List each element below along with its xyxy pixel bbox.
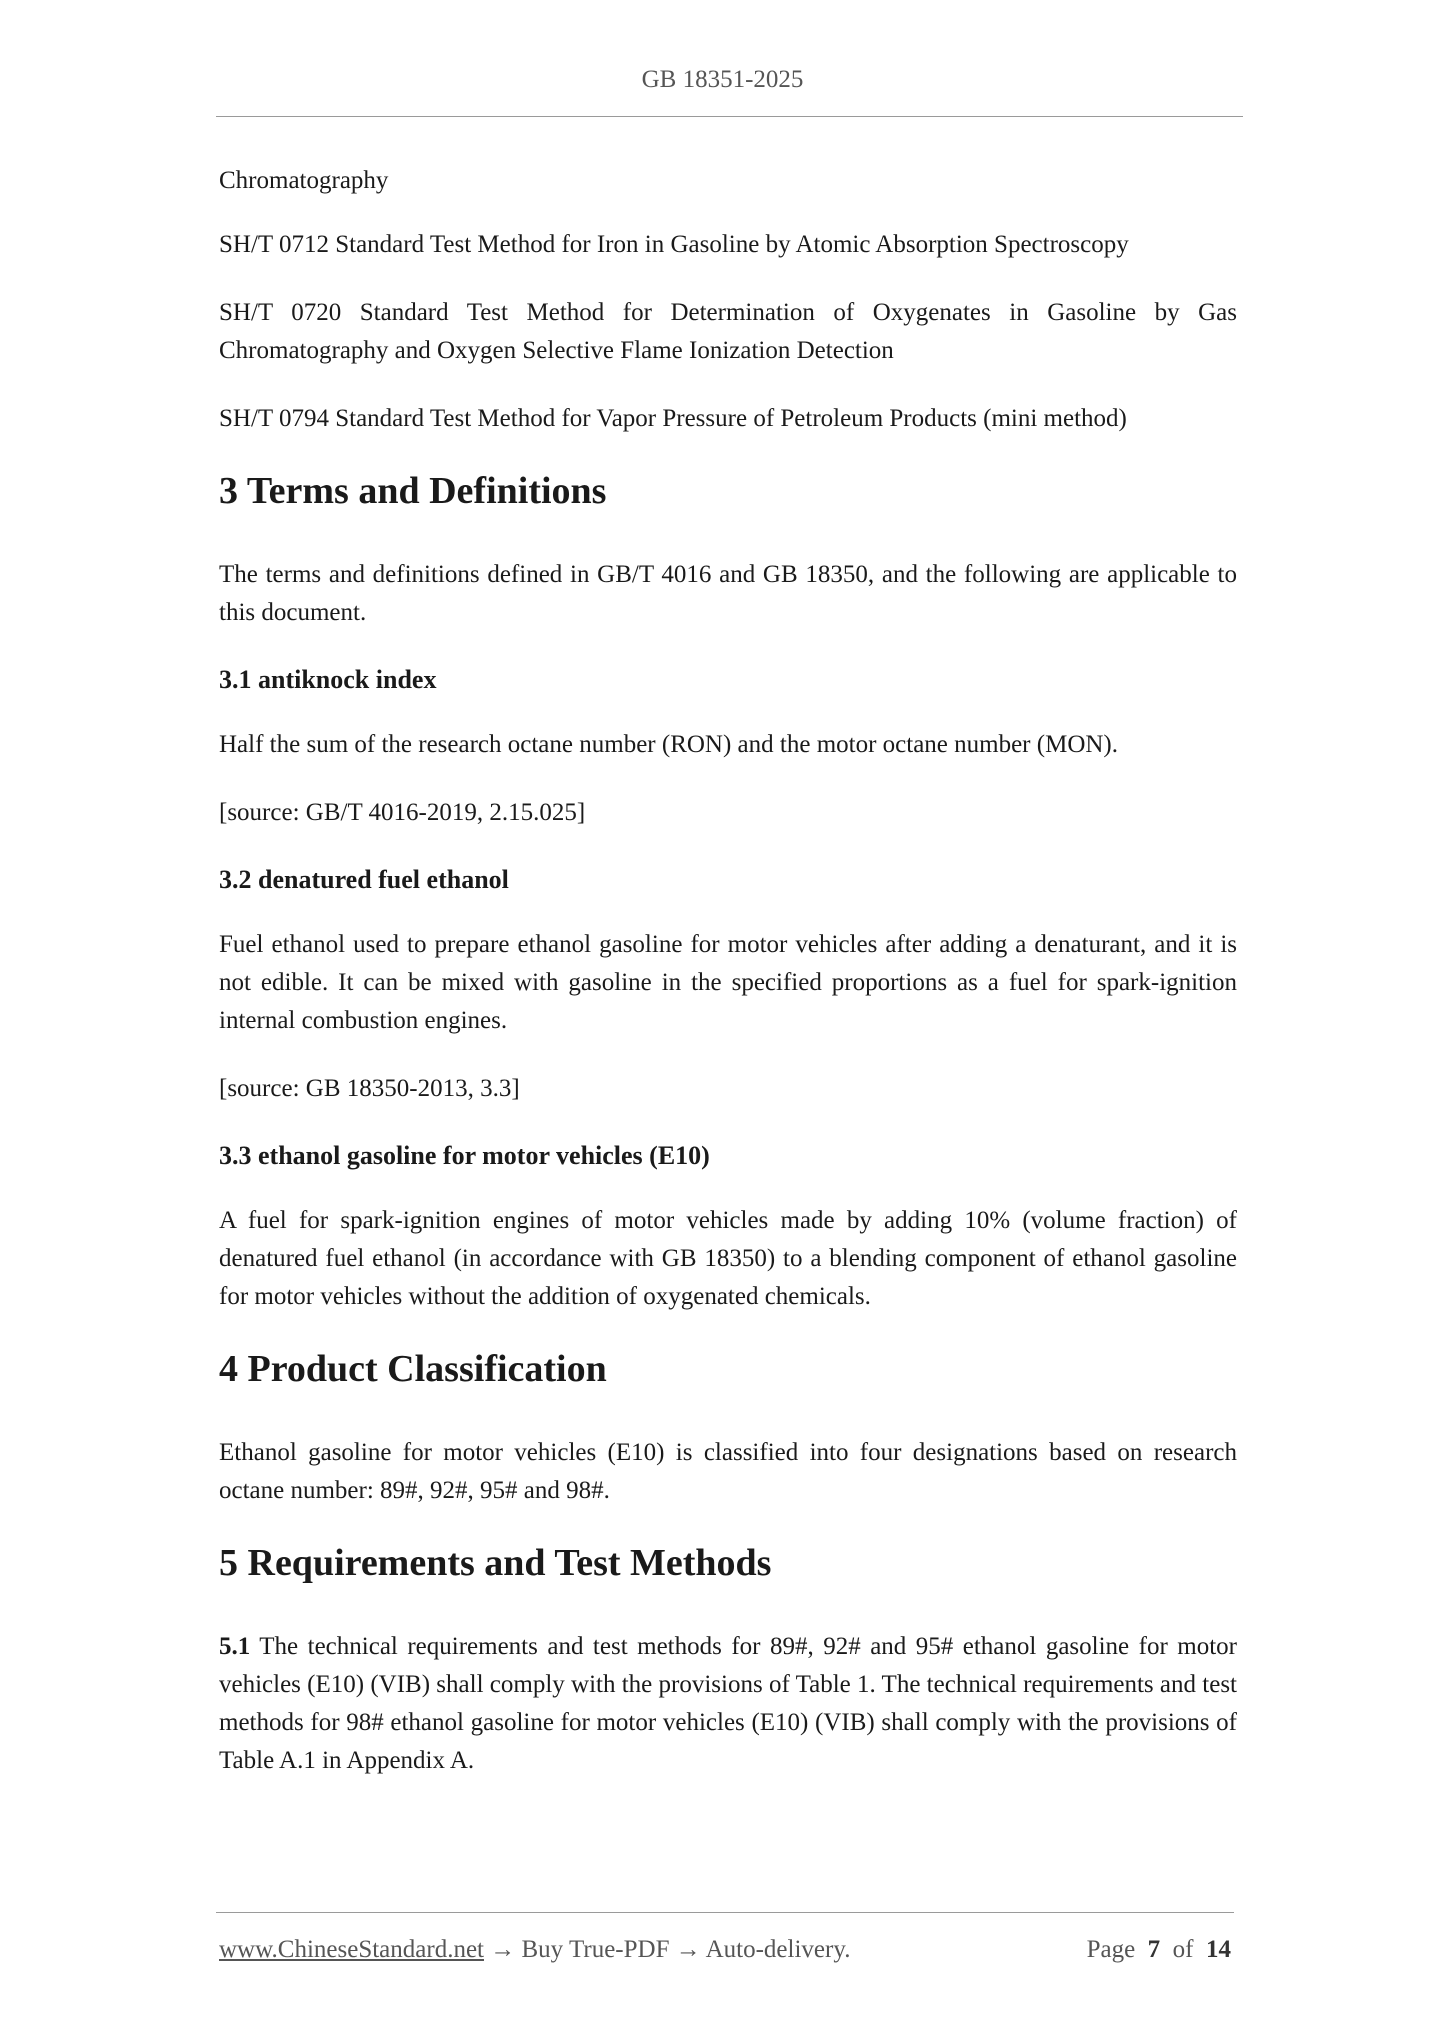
page-header: GB 18351-2025	[641, 66, 804, 93]
arrow-right-icon: →	[490, 1936, 516, 1963]
heading-section-5: 5 Requirements and Test Methods	[219, 1542, 772, 1584]
header-divider	[216, 116, 1243, 117]
paragraph-5-1	[219, 1628, 1237, 1780]
heading-3-2: 3.2 denatured fuel ethanol	[219, 865, 509, 894]
footer-divider	[216, 1912, 1234, 1913]
paragraph-3-1-definition: Half the sum of the research octane number (RON) and the motor octane number (MON).	[219, 731, 1118, 758]
clause-5-1-text: The technical requirements and test methods for 89#, 92# and 95# ethanol gasoline for motor vehicles (E10) (VIB) shall comply with the provisions of Table 1. The technical requirements and test methods for 98# ethanol gasoline for motor vehicles (E10) (VIB) shall comply with the provisions of Table A.1 in Appendix A.	[219, 1633, 1237, 1774]
heading-3-3: 3.3 ethanol gasoline for motor vehicles (E10)	[219, 1141, 710, 1170]
clause-5-1-label: 5.1	[219, 1633, 251, 1660]
document-body	[219, 162, 1237, 1810]
paragraph-3-1-source: [source: GB/T 4016-2019, 2.15.025]	[219, 799, 586, 826]
paragraph-sht-0794: SH/T 0794 Standard Test Method for Vapor Pressure of Petroleum Products (mini method)	[219, 405, 1127, 432]
page-of-label: of	[1172, 1936, 1194, 1963]
footer-buy-text: Buy True-PDF	[515, 1936, 676, 1963]
arrow-right-icon: →	[675, 1936, 701, 1963]
paragraph-terms-intro: The terms and definitions defined in GB/T 4016 and GB 18350, and the following are applicable to this document.	[219, 561, 1237, 626]
page-total: 14	[1206, 1936, 1231, 1963]
page-current: 7	[1147, 1936, 1161, 1963]
paragraph-3-2-definition: Fuel ethanol used to prepare ethanol gasoline for motor vehicles after adding a denaturant, and it is not edible. It can be mixed with gasoline in the specified proportions as a fuel for spark-ignition internal combustion engines.	[219, 931, 1237, 1034]
paragraph-3-2-source: [source: GB 18350-2013, 3.3]	[219, 1075, 520, 1102]
paragraph-3-3-definition: A fuel for spark-ignition engines of motor vehicles made by adding 10% (volume fraction) of denatured fuel ethanol (in accordance with GB 18350) to a blending component of ethanol gasoline for motor vehicles without the addition of oxygenated chemicals.	[219, 1207, 1237, 1310]
page-number	[1087, 1936, 1231, 1964]
paragraph-sht-0720: SH/T 0720 Standard Test Method for Determination of Oxygenates in Gasoline by Gas Chromatography and Oxygen Selective Flame Ionization Detection	[219, 299, 1237, 364]
heading-section-4: 4 Product Classification	[219, 1348, 607, 1390]
paragraph-chromatography: Chromatography	[219, 167, 389, 194]
paragraph-section-4: Ethanol gasoline for motor vehicles (E10) is classified into four designations based on research octane number: 89#, 92#, 95# and 98#.	[219, 1439, 1237, 1504]
heading-3-1: 3.1 antiknock index	[219, 665, 437, 694]
paragraph-sht-0712: SH/T 0712 Standard Test Method for Iron in Gasoline by Atomic Absorption Spectroscopy	[219, 231, 1129, 258]
site-link[interactable]: www.ChineseStandard.net	[219, 1936, 484, 1963]
footer-promo	[219, 1936, 850, 1964]
page-label: Page	[1086, 1936, 1136, 1963]
heading-section-3: 3 Terms and Definitions	[219, 470, 607, 512]
footer-delivery-text: Auto-delivery.	[700, 1936, 851, 1963]
